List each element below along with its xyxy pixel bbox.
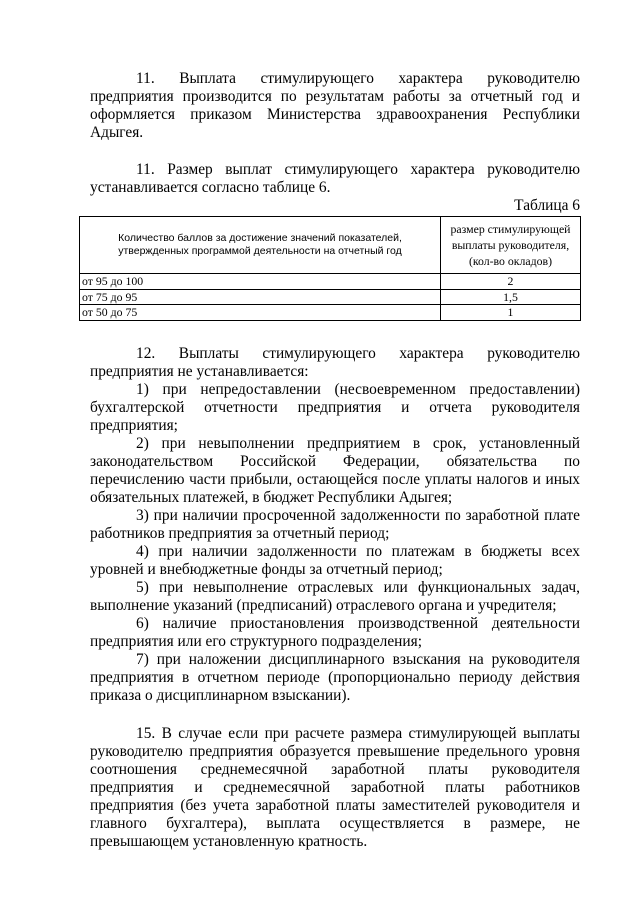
list-item: 2) при невыполнении предприятием в срок, установленный законодательством Российской Федерации, обязательства по перечислению части прибыли, остающейся после уплаты налогов и иных обязательных платежей, в бюджет Республики Адыгея; (90, 434, 580, 506)
list-item: 4) при наличии задолженности по платежам в бюджеты всех уровней и внебюджетные фонды за отчетный период; (90, 542, 580, 578)
list-item: 1) при непредоставлении (несвоевременном предоставлении) бухгалтерской отчетности предприятия и отчета руководителя предприятия; (90, 380, 580, 434)
table-cell-value: 1,5 (441, 289, 581, 305)
table-header-points: Количество баллов за достижение значений показателей, утвержденных программой деятельности на отчетный год (80, 217, 441, 274)
table-header-row (80, 217, 581, 274)
document-page (82, 70, 580, 851)
list-item: 3) при наличии просроченной задолженности по заработной плате работников предприятия за отчетный период; (90, 506, 580, 542)
table-caption: Таблица 6 (514, 197, 580, 214)
table-cell-range: от 95 до 100 (80, 274, 441, 290)
table-cell-value: 1 (441, 305, 581, 321)
table-row (80, 305, 581, 321)
list-item: 6) наличие приостановления производственной деятельности предприятия или его структурного подразделения; (90, 614, 580, 650)
list-item: 5) при невыполнение отраслевых или функциональных задач, выполнение указаний (предписаний) отраслевого органа и учредителя; (90, 578, 580, 614)
paragraph-15-excess: 15. В случае если при расчете размера стимулирующей выплаты руководителю предприятия образуется превышение предельного уровня соотношения среднемесячной заработной платы руководителя предприятия и среднемесячной заработной платы работников предприятия (без учета заработной платы заместителей руководителя и главного бухгалтера), выплата осуществляется в размере, не превышающем установленную кратность. (90, 724, 580, 850)
paragraph-11-payment-size: 11. Размер выплат стимулирующего характера руководителю устанавливается согласно таблице 6. (90, 161, 580, 196)
list-item: 7) при наложении дисциплинарного взыскания на руководителя предприятия в отчетном периоде (пропорционально периоду действия приказа о дисциплинарном взыскании). (90, 650, 580, 704)
table-6 (79, 216, 581, 321)
table-cell-value: 2 (441, 274, 581, 290)
table-row (80, 274, 581, 290)
table-row (80, 289, 581, 305)
paragraph-11-payment-order: 11. Выплата стимулирующего характера руководителю предприятия производится по результатам работы за отчетный год и оформляется приказом Министерства здравоохранения Республики Адыгея. (90, 70, 580, 141)
table-cell-range: от 75 до 95 (80, 289, 441, 305)
table-header-payment-size: размер стимулирующей выплаты руководителя, (кол-во окладов) (441, 217, 581, 274)
paragraph-12-conditions: 12. Выплаты стимулирующего характера руководителю предприятия не устанавливается: (90, 344, 580, 380)
table-cell-range: от 50 до 75 (80, 305, 441, 321)
